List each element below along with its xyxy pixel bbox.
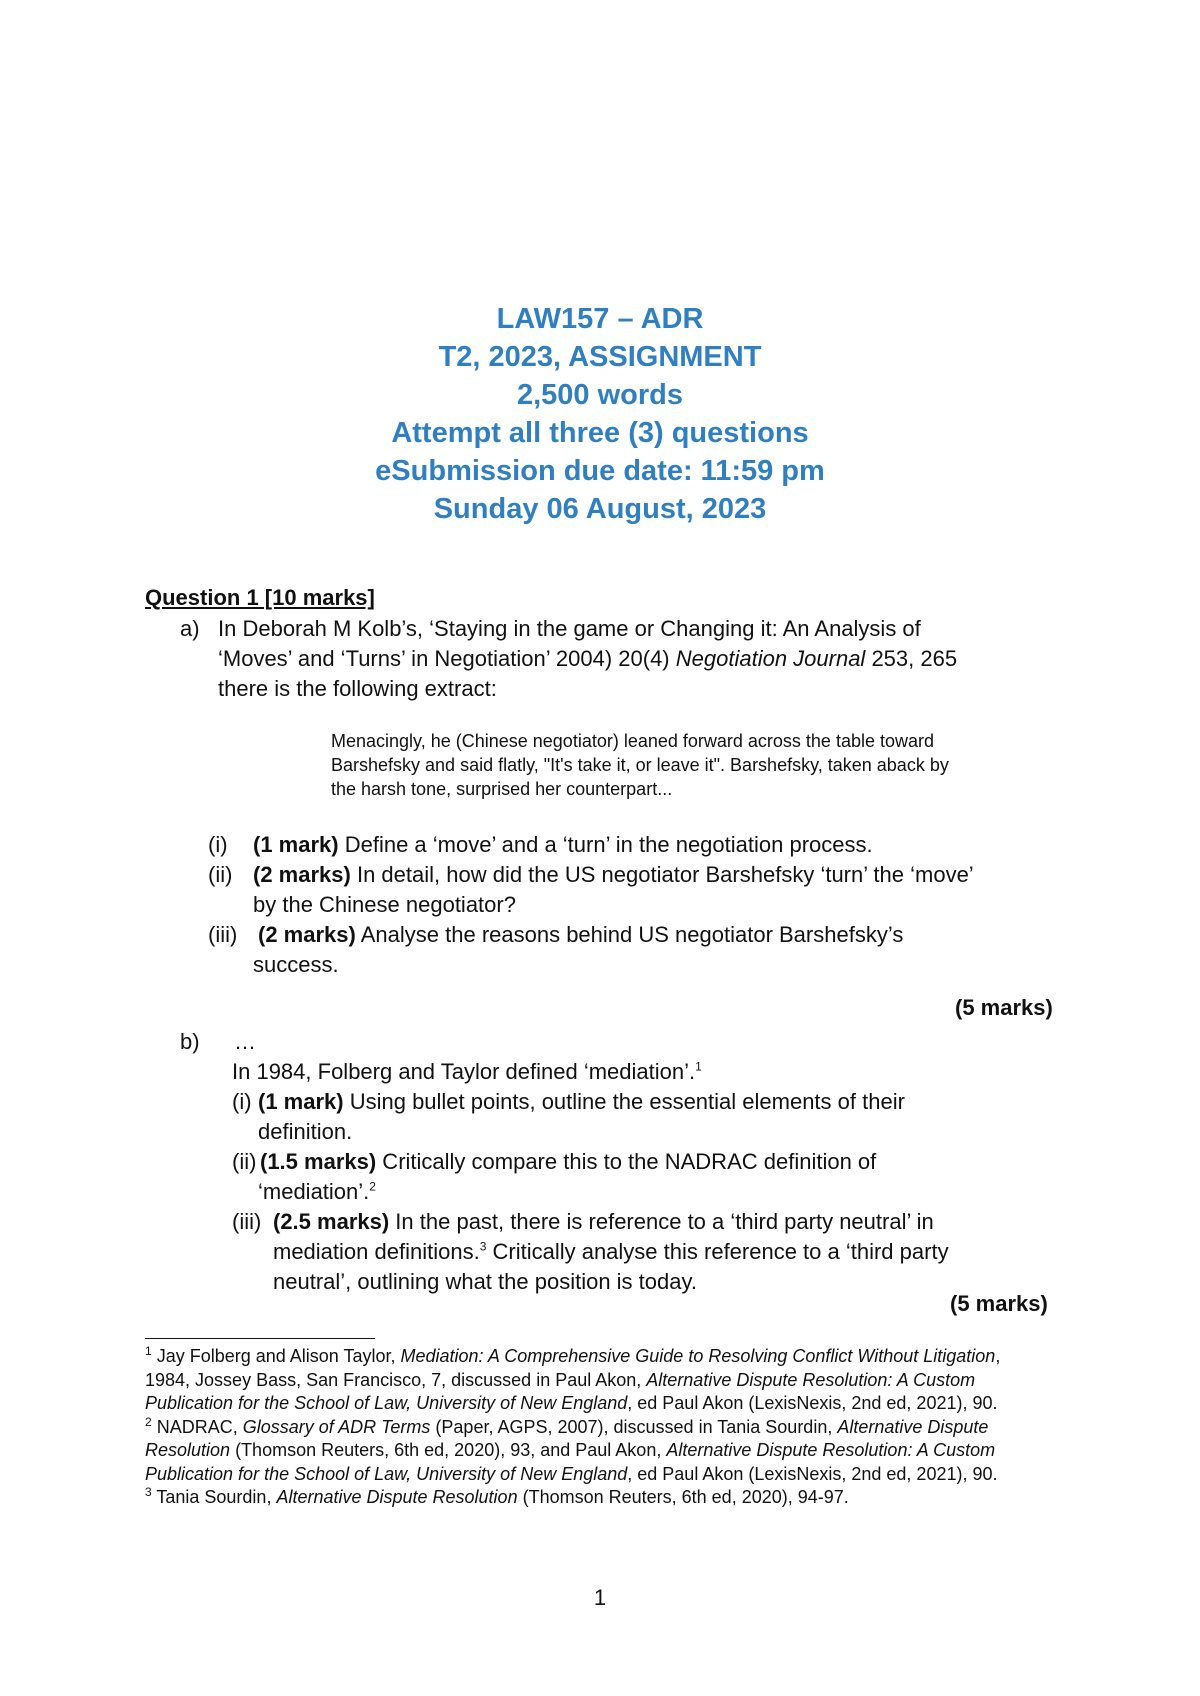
part-a-sub-ii-line1 xyxy=(253,859,1103,890)
footnote-2-title: Alternative Dispute Resolution xyxy=(145,1416,989,1460)
part-b-sub-ii-line1 xyxy=(260,1146,1110,1177)
footnote-ref-1[interactable]: 1 xyxy=(695,1059,702,1074)
part-a-intro-line1: In Deborah M Kolb’s, ‘Staying in the game or Changing it: An Analysis of xyxy=(218,616,921,641)
footnote-1-title: Mediation: A Comprehensive Guide to Resolving Conflict Without Litigation xyxy=(400,1346,996,1366)
marks-badge: (1 mark) xyxy=(258,1089,344,1114)
part-b-sub-ii-line2 xyxy=(258,1176,376,1207)
marks-badge: (2 marks) xyxy=(258,922,356,947)
footnote-2 xyxy=(145,1416,1045,1487)
marks-badge: (1.5 marks) xyxy=(260,1149,377,1174)
part-a-total-marks: (5 marks) xyxy=(955,995,1053,1020)
part-a-label: a) xyxy=(180,616,200,641)
footnote-1 xyxy=(145,1345,1045,1416)
part-b-sub-ii-text2: ‘mediation’. xyxy=(258,1179,370,1204)
title-line-date: Sunday 06 August, 2023 xyxy=(433,493,767,525)
quote-line1: Menacingly, he (Chinese negotiator) leaned forward across the table toward xyxy=(331,731,934,751)
part-a-sub-ii-line2: by the Chinese negotiator? xyxy=(253,892,516,917)
part-a-citation-text: ‘Moves’ and ‘Turns’ in Negotiation’ 2004) 20(4) xyxy=(218,646,676,671)
footnote-ref-2[interactable]: 2 xyxy=(369,1179,376,1194)
footnote-2-number: 2 xyxy=(145,1414,152,1429)
part-b-total-marks: (5 marks) xyxy=(950,1291,1048,1316)
page-number: 1 xyxy=(593,1585,607,1610)
footnote-3-number: 3 xyxy=(145,1485,152,1499)
part-b-intro-text: In 1984, Folberg and Taylor defined ‘mediation’. xyxy=(232,1059,696,1084)
part-a-intro-line2 xyxy=(218,643,1118,674)
footnote-2-title: Glossary of ADR Terms xyxy=(242,1416,431,1437)
footnotes-section xyxy=(145,1345,1045,1510)
part-b-sub-i-text: Using bullet points, outline the essential elements of their xyxy=(343,1089,905,1114)
footnote-1-number: 1 xyxy=(145,1344,152,1358)
footnote-3 xyxy=(145,1486,1045,1510)
title-line-due: eSubmission due date: 11:59 pm xyxy=(375,455,825,487)
part-b-sub-iii-label: (iii) xyxy=(232,1209,262,1234)
part-b-sub-iii-line3: neutral’, outlining what the position is today. xyxy=(273,1269,697,1294)
footnote-3-text: (Thomson Reuters, 6th ed, 2020), 94-97. xyxy=(517,1487,849,1507)
question-1-heading: Question 1 [10 marks] xyxy=(145,585,375,610)
part-b-ellipsis: … xyxy=(234,1029,256,1054)
footnote-3-title: Alternative Dispute Resolution xyxy=(276,1487,518,1507)
footnote-2-title: Alternative Dispute Resolution: A Custom Publication for the School of Law, University of New England xyxy=(145,1440,996,1484)
quote-line3: the harsh tone, surprised her counterpart... xyxy=(331,779,673,799)
footnote-ref-3[interactable]: 3 xyxy=(479,1239,487,1254)
part-a-sub-iii-text: Analyse the reasons behind US negotiator Barshefsky’s xyxy=(355,922,904,947)
footnote-2-text: NADRAC, xyxy=(151,1416,243,1437)
part-b-intro xyxy=(232,1056,1082,1087)
part-b-sub-iii-line1 xyxy=(273,1206,1123,1237)
part-b-sub-ii-label: (ii) xyxy=(232,1149,257,1174)
part-b-label: b) xyxy=(180,1029,200,1054)
title-line-wordcount: 2,500 words xyxy=(516,379,684,411)
part-b-sub-iii-text2b: Critically analyse this reference to a ‘third party xyxy=(486,1239,949,1264)
footnote-1-text: Jay Folberg and Alison Taylor, xyxy=(151,1346,401,1366)
part-b-sub-iii-text: In the past, there is reference to a ‘third party neutral’ in xyxy=(389,1209,934,1234)
quote-line2: Barshefsky and said flatly, "It's take it, or leave it". Barshefsky, taken aback by xyxy=(331,755,949,775)
footnote-1-text: , 1984, Jossey Bass, San Francisco, 7, discussed in Paul Akon, xyxy=(145,1346,1001,1390)
footnote-1-text: , ed Paul Akon (LexisNexis, 2nd ed, 2021), 90. xyxy=(627,1393,998,1413)
footnote-2-text: (Paper, AGPS, 2007), discussed in Tania Sourdin, xyxy=(430,1416,838,1437)
part-a-sub-ii-text: In detail, how did the US negotiator Barshefsky ‘turn’ the ‘move’ xyxy=(350,862,974,887)
part-b-sub-iii-text2a: mediation definitions. xyxy=(273,1239,480,1264)
part-b-sub-i-label: (i) xyxy=(232,1089,252,1114)
marks-badge: (2.5 marks) xyxy=(273,1209,390,1234)
part-a-sub-i-label: (i) xyxy=(208,832,228,857)
title-line-instruction: Attempt all three (3) questions xyxy=(391,417,809,449)
part-b-sub-iii-line2 xyxy=(273,1236,1123,1267)
footnote-divider xyxy=(145,1338,375,1339)
part-b-sub-i-line1 xyxy=(258,1086,1108,1117)
marks-badge: (1 mark) xyxy=(253,832,339,857)
part-a-citation-pages: 253, 265 xyxy=(865,646,958,671)
part-b-sub-ii-text: Critically compare this to the NADRAC definition of xyxy=(376,1149,877,1174)
title-line-course: LAW157 – ADR xyxy=(496,303,704,335)
assignment-title-block xyxy=(0,300,1200,528)
marks-badge: (2 marks) xyxy=(253,862,351,887)
part-b-sub-i-line2: definition. xyxy=(258,1119,353,1144)
part-a-sub-iii-line1 xyxy=(258,919,1108,950)
footnote-2-text: (Thomson Reuters, 6th ed, 2020), 93, and Paul Akon, xyxy=(230,1440,667,1460)
journal-title: Negotiation Journal xyxy=(675,646,866,671)
footnote-2-text: , ed Paul Akon (LexisNexis, 2nd ed, 2021), 90. xyxy=(627,1463,998,1484)
part-a-sub-iii-line2: success. xyxy=(253,952,339,977)
part-a-intro-line3: there is the following extract: xyxy=(218,676,497,701)
part-a-sub-i xyxy=(253,829,1103,860)
part-a-sub-iii-label: (iii) xyxy=(208,922,238,947)
part-a-sub-ii-label: (ii) xyxy=(208,862,233,887)
footnote-1-title: Alternative Dispute Resolution: A Custom Publication for the School of Law, University of New England xyxy=(145,1369,976,1413)
footnote-3-text: Tania Sourdin, xyxy=(151,1487,277,1507)
part-a-sub-i-text: Define a ‘move’ and a ‘turn’ in the negotiation process. xyxy=(338,832,873,857)
title-line-term: T2, 2023, ASSIGNMENT xyxy=(438,341,762,373)
